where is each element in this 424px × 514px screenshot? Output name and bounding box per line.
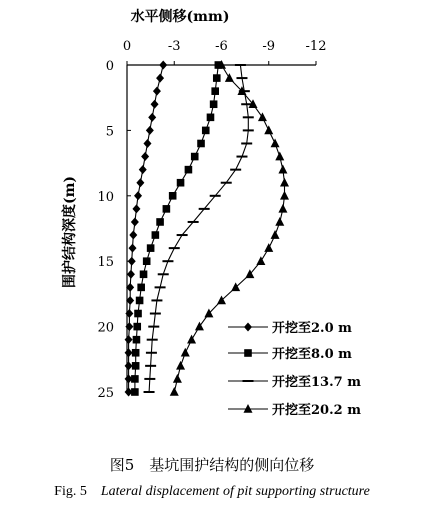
series-2-point (163, 205, 171, 213)
series-4-point (225, 73, 234, 82)
series-2-point (202, 127, 210, 135)
series-1-point (129, 244, 137, 253)
series-2-point (140, 270, 148, 278)
series-line-3 (149, 65, 248, 392)
figure-caption-cn: 图5 基坑围护结构的侧向位移 (109, 456, 315, 474)
series-2-point (137, 284, 145, 292)
series-2-point (133, 336, 141, 344)
series-1-point (136, 178, 144, 187)
y-axis-label: 围护结构深度(m) (62, 175, 78, 289)
y-tick-label: 20 (97, 320, 114, 336)
series-1-point (148, 113, 156, 122)
series-4-point (271, 138, 280, 147)
x-tick-label: -3 (167, 39, 181, 54)
y-tick-label: 10 (97, 189, 114, 205)
series-2-point (131, 388, 139, 396)
series-1-point (128, 257, 136, 266)
y-tick-label: 15 (97, 255, 114, 271)
series-1-point (139, 165, 147, 174)
series-1-point (151, 100, 159, 109)
series-line-2 (135, 65, 218, 392)
series-1-point (131, 217, 139, 226)
series-4-point (280, 178, 289, 187)
series-2-point (134, 310, 142, 318)
series-4-point (256, 256, 265, 265)
series-4-point (275, 152, 284, 161)
series-1-point (143, 139, 151, 148)
series-4-point (278, 165, 287, 174)
x-axis-label: 水平侧移(mm) (130, 9, 230, 25)
series-2-point (131, 375, 139, 383)
series-4-point (280, 191, 289, 200)
series-4-point (181, 348, 190, 357)
series-2-point (211, 87, 219, 95)
series-2-point (197, 140, 205, 148)
series-4-point (264, 243, 273, 252)
y-tick-label: 0 (105, 59, 114, 74)
series-4-point (278, 204, 287, 213)
series-2-point (185, 166, 193, 174)
series-4-point (264, 125, 273, 134)
series-2-point (177, 179, 185, 187)
series-4-point (170, 387, 179, 396)
series-2-point (191, 153, 199, 161)
x-tick-label: -12 (305, 39, 327, 54)
series-1-point (127, 270, 135, 279)
series-1-point (156, 74, 164, 83)
figure-caption-en-text: Lateral displacement of pit supporting structure (100, 484, 370, 499)
series-1-point (125, 348, 133, 357)
y-tick-label: 25 (97, 386, 114, 401)
legend-marker-4 (244, 404, 253, 413)
series-1-point (134, 191, 142, 200)
x-tick-label: 0 (122, 39, 132, 54)
y-tick-label: 5 (105, 124, 114, 140)
series-1-point (129, 231, 137, 240)
series-2-point (169, 192, 177, 200)
series-markers (125, 60, 289, 397)
series-1-point (125, 361, 133, 370)
series-2-point (143, 257, 151, 265)
series-2-point (156, 218, 164, 226)
legend-label-3: 开挖至13.7 m (272, 375, 361, 390)
chart-legend (228, 320, 361, 418)
series-4-point (217, 295, 226, 304)
legend-marker-2 (244, 349, 252, 357)
series-2-point (136, 297, 144, 305)
figure-caption-en-number: Fig. 5 (54, 484, 87, 499)
series-2-point (152, 231, 160, 239)
series-2-point (213, 74, 221, 82)
figure-caption-en (0, 484, 424, 500)
series-2-point (132, 349, 140, 357)
x-tick-label: -6 (215, 39, 228, 54)
legend-label-4: 开挖至20.2 m (272, 403, 361, 418)
series-1-point (153, 87, 161, 96)
series-1-point (141, 152, 149, 161)
series-1-point (146, 126, 154, 135)
series-1-point (132, 204, 140, 213)
series-2-point (133, 323, 141, 331)
x-tick-label: -9 (262, 39, 276, 54)
series-4-point (271, 230, 280, 239)
legend-marker-1 (244, 323, 252, 332)
series-4-point (187, 335, 196, 344)
series-2-point (147, 244, 155, 252)
series-4-point (275, 217, 284, 226)
series-1-point (159, 61, 167, 70)
legend-label-2: 开挖至8.0 m (272, 347, 352, 362)
series-2-point (132, 362, 140, 370)
series-2-point (210, 100, 218, 108)
series-4-point (176, 361, 185, 370)
series-2-point (207, 114, 215, 122)
series-4-point (231, 282, 240, 291)
series-1-point (125, 335, 133, 344)
legend-label-1: 开挖至2.0 m (272, 321, 352, 336)
series-4-point (173, 374, 182, 383)
